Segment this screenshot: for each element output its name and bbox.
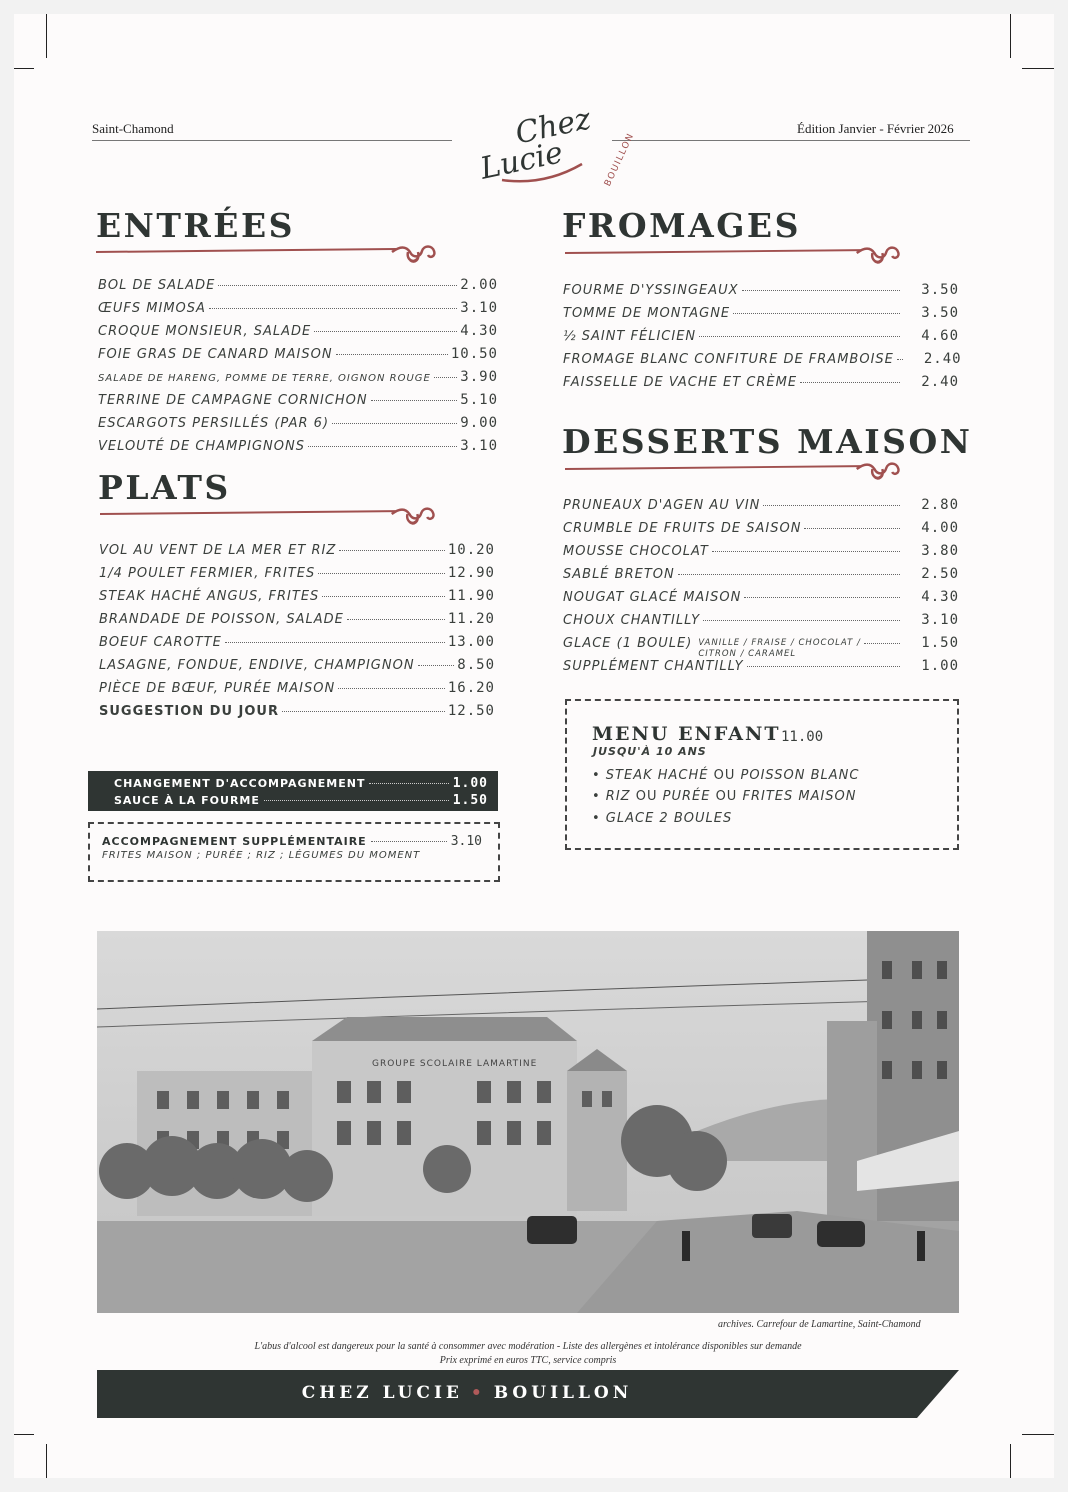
menu-item: FOIE GRAS DE CANARD MAISON 10.50 (98, 346, 498, 362)
menu-enfant-line: • GLACE 2 BOULES (592, 811, 733, 826)
svg-text:BOUILLON: BOUILLON (603, 131, 637, 189)
ornament-divider (565, 461, 905, 483)
ornament-divider (565, 245, 905, 267)
archive-photo (97, 931, 959, 1313)
menu-item: SABLÉ BRETON 2.50 (563, 566, 959, 582)
ornament-divider (100, 506, 440, 528)
fromages-title: FROMAGES (562, 206, 801, 245)
menu-item: CHOUX CHANTILLY 3.10 (563, 612, 959, 628)
menu-enfant-line: • RIZ OU PURÉE OU FRITES MAISON (592, 789, 857, 804)
city-label: Saint-Chamond (92, 121, 174, 136)
crop-mark (46, 14, 47, 58)
menu-item: NOUGAT GLACÉ MAISON 4.30 (563, 589, 959, 605)
menu-item: FROMAGE BLANC CONFITURE DE FRAMBOISE 2.40 (563, 351, 962, 367)
menu-enfant-price: 11.00 (781, 729, 824, 745)
crop-mark (1022, 1434, 1054, 1435)
accompagnement-row: SAUCE À LA FOURME 1.50 (114, 793, 488, 808)
menu-item: SALADE DE HARENG, POMME DE TERRE, OIGNON ROUGE 3.90 (98, 369, 498, 385)
menu-item: SUGGESTION DU JOUR 12.50 (99, 703, 495, 719)
plats-title: PLATS (98, 468, 231, 507)
menu-item: TERRINE DE CAMPAGNE CORNICHON 5.10 (98, 392, 498, 408)
menu-item: FOURME D'YSSINGEAUX 3.50 (563, 282, 959, 298)
chez-lucie-logo (474, 101, 637, 202)
svg-text:Chez: Chez (512, 101, 594, 152)
menu-item: LASAGNE, FONDUE, ENDIVE, CHAMPIGNON 8.50 (99, 657, 495, 673)
photo-caption: archives. Carrefour de Lamartine, Saint-Chamond (718, 1319, 921, 1330)
menu-item: VELOUTÉ DE CHAMPIGNONS 3.10 (98, 438, 498, 454)
crop-mark (1010, 1444, 1011, 1478)
accompagnement-box (88, 771, 498, 811)
footer-brand: CHEZ LUCIE • BOUILLON (301, 1383, 633, 1403)
menu-item: CRUMBLE DE FRUITS DE SAISON 4.00 (563, 520, 959, 536)
menu-enfant-subtitle: JUSQU'À 10 ANS (593, 745, 707, 758)
menu-item: VOL AU VENT DE LA MER ET RIZ 10.20 (99, 542, 495, 558)
menu-item: ŒUFS MIMOSA 3.10 (98, 300, 498, 316)
svg-text:Lucie: Lucie (477, 135, 567, 187)
menu-item: SUPPLÉMENT CHANTILLY 1.00 (563, 658, 959, 674)
street-scene-illustration (97, 931, 959, 1313)
menu-item: FAISSELLE DE VACHE ET CRÈME 2.40 (563, 374, 959, 390)
menu-item: GLACE (1 BOULE) VANILLE / FRAISE / CHOCOLAT / CITRON / CARAMEL 1.50 (563, 635, 959, 659)
menu-item: TOMME DE MONTAGNE 3.50 (563, 305, 959, 321)
menu-item: BRANDADE DE POISSON, SALADE 11.20 (99, 611, 495, 627)
crop-mark (1010, 14, 1011, 58)
menu-enfant-box (565, 699, 959, 850)
extra-accompagnement-row: ACCOMPAGNEMENT SUPPLÉMENTAIRE 3.10 (102, 834, 482, 849)
menu-enfant-title: MENU ENFANT (592, 723, 781, 745)
crop-mark (46, 1444, 47, 1478)
menu-item: PRUNEAUX D'AGEN AU VIN 2.80 (563, 497, 959, 513)
ornament-divider (96, 244, 441, 266)
crop-mark (14, 68, 34, 69)
alcohol-notice: L'abus d'alcool est dangereux pour la santé à consommer avec modération - Liste des allergènes et intolérance disponibles sur demande (254, 1341, 802, 1352)
entrees-title: ENTRÉES (96, 206, 295, 245)
accompagnement-row: CHANGEMENT D'ACCOMPAGNEMENT 1.00 (114, 776, 488, 791)
menu-item: CROQUE MONSIEUR, SALADE 4.30 (98, 323, 498, 339)
building-sign: GROUPE SCOLAIRE LAMARTINE (372, 1059, 538, 1069)
glace-flavours: VANILLE / FRAISE / CHOCOLAT / CITRON / CARAMEL (698, 638, 861, 659)
desserts-title: DESSERTS MAISON (562, 422, 973, 461)
extra-accompagnement-detail: FRITES MAISON ; PURÉE ; RIZ ; LÉGUMES DU MOMENT (102, 850, 421, 861)
crop-mark (1022, 68, 1054, 69)
menu-page (14, 14, 1054, 1478)
menu-item: STEAK HACHÉ ANGUS, FRITES 11.90 (99, 588, 495, 604)
menu-item: ½ SAINT FÉLICIEN 4.60 (563, 328, 959, 344)
menu-item: MOUSSE CHOCOLAT 3.80 (563, 543, 959, 559)
menu-item: BOL DE SALADE 2.00 (98, 277, 498, 293)
menu-item: ESCARGOTS PERSILLÉS (PAR 6) 9.00 (98, 415, 498, 431)
price-notice: Prix exprimé en euros TTC, service compris (439, 1355, 617, 1366)
menu-item: PIÈCE DE BŒUF, PURÉE MAISON 16.20 (99, 680, 495, 696)
menu-item: 1/4 POULET FERMIER, FRITES 12.90 (99, 565, 495, 581)
menu-item: BOEUF CAROTTE 13.00 (99, 634, 495, 650)
header-rule-right (612, 140, 970, 141)
menu-enfant-line: • STEAK HACHÉ OU POISSON BLANC (592, 768, 860, 783)
edition-label: Édition Janvier - Février 2026 (797, 121, 954, 136)
crop-mark (14, 1434, 34, 1435)
header-rule-left (92, 140, 452, 141)
extra-accompagnement-box (88, 822, 500, 882)
